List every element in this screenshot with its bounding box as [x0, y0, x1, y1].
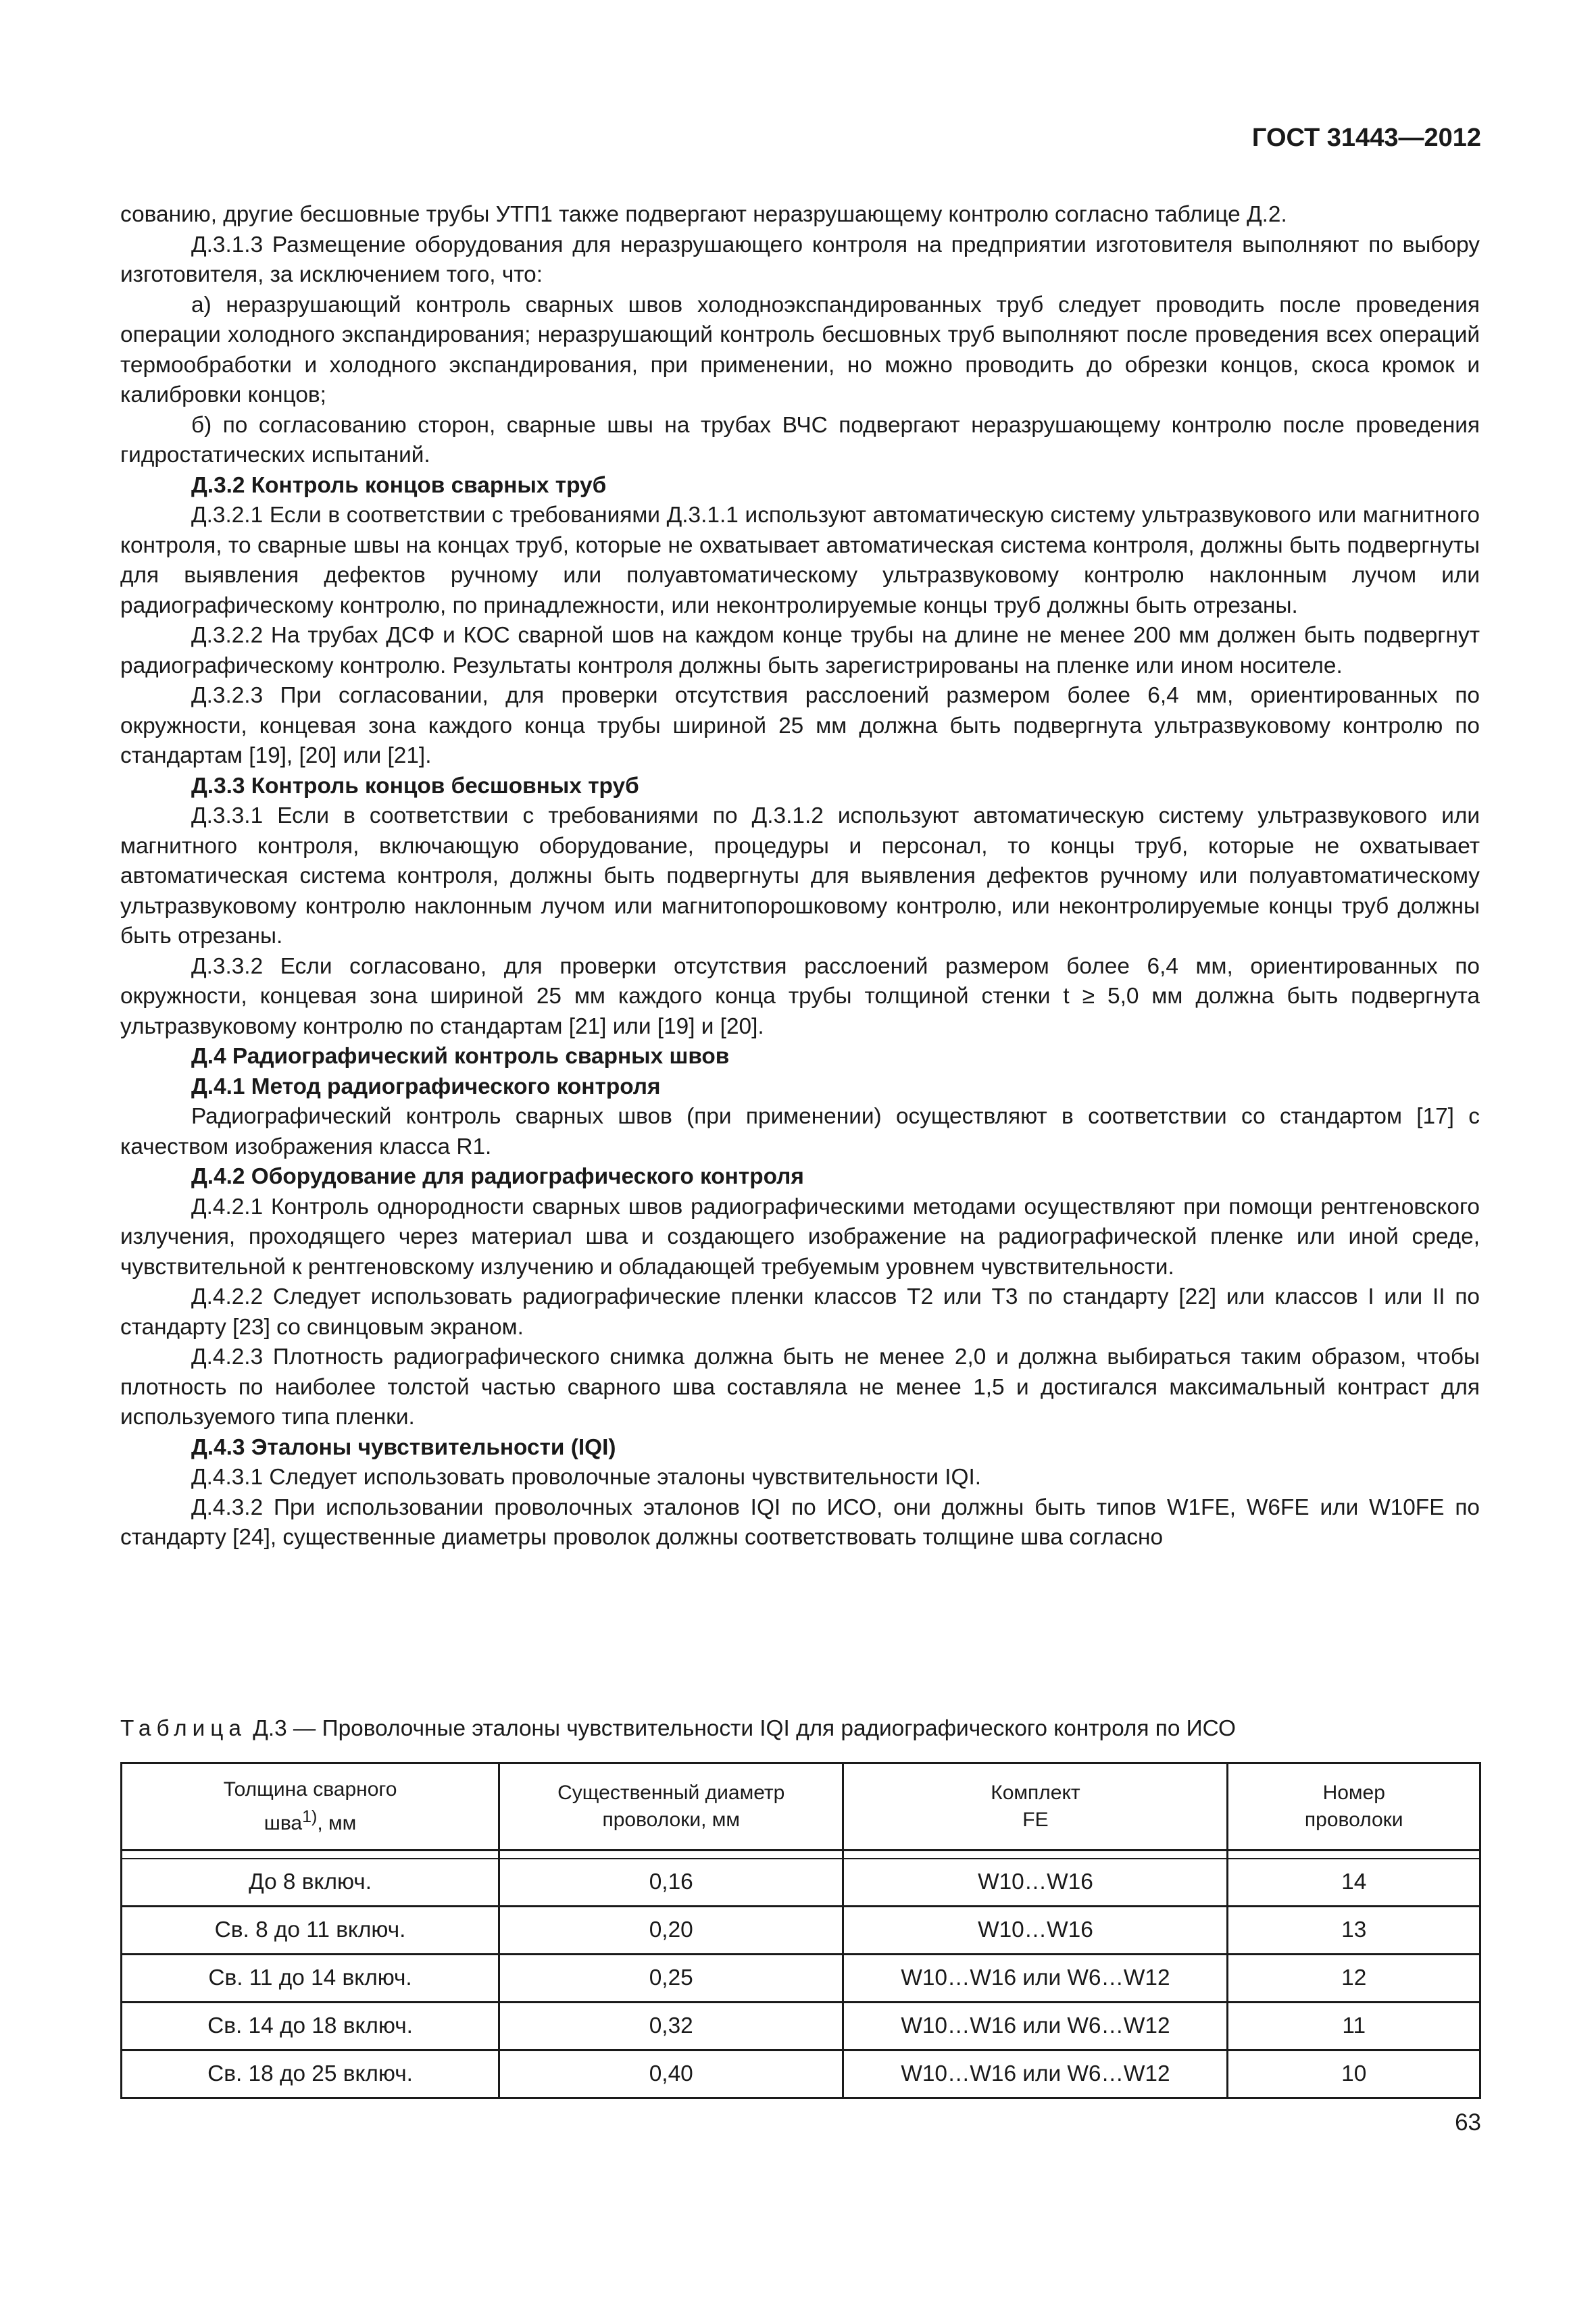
- table-header-row: [122, 1763, 1480, 1851]
- document-header: ГОСТ 31443—2012: [1251, 124, 1481, 152]
- table-caption: [120, 1716, 1236, 1742]
- paragraph: Д.3.3.2 Если согласовано, для проверки отсутствия расслоений размером более 6,4 мм, ориентированных по окружности, концевая зона шириной 25 мм каждого конца трубы толщиной стенки t ≥ 5,0 мм должна быть подвергнута ультразвуковому контролю по стандартам [21] или [19] и [20].: [120, 953, 1480, 1039]
- paragraph: Д.3.2.2 На трубах ДСФ и КОС сварной шов на каждом конце трубы на длине не менее 200 мм должен быть подвергнут радиографическому контролю. Результаты контроля должны быть зарегистрированы на пленке или ином носителе.: [120, 623, 1480, 678]
- header-diameter: Существенный диаметр проволоки, мм: [499, 1763, 843, 1851]
- paragraph: Д.4.2.3 Плотность радиографического снимка должна быть не менее 2,0 и должна выбираться таким образом, чтобы плотность по наиболее толстой частью сварного шва составляла не менее 1,5 и достигался максимальный контраст для используемого типа пленки.: [120, 1344, 1480, 1430]
- page-number: 63: [1455, 2109, 1481, 2136]
- paragraph: Д.4.3.1 Следует использовать проволочные эталоны чувствительности IQI.: [191, 1465, 982, 1490]
- table-row: Св. 11 до 14 включ. 0,25 W10…W16 или W6…W12 12: [122, 1955, 1480, 2003]
- section-heading: Д.4.3 Эталоны чувствительности (IQI): [191, 1434, 616, 1460]
- iqi-table: [120, 1762, 1481, 2099]
- section-heading: Д.4 Радиографический контроль сварных швов: [191, 1044, 730, 1069]
- table-row: До 8 включ. 0,16 W10…W16 14: [122, 1859, 1480, 1907]
- section-heading: Д.4.2 Оборудование для радиографического контроля: [191, 1164, 804, 1189]
- paragraph: Д.3.3.1 Если в соответствии с требованиями по Д.3.1.2 используют автоматическую систему ультразвукового или магнитного контроля, включающую оборудование, процедуры и персонал, то концы труб, которые не охватывает автоматическая система контроля, должны быть подвергнуты для выявления дефектов ручному или полуавтоматическому ультразвуковому контролю наклонным лучом или магнитопорошковому контролю, или неконтролируемые концы труб должны быть отрезаны.: [120, 803, 1480, 949]
- table-caption-text: Д.3 — Проволочные эталоны чувствительности IQI для радиографического контроля по ИСО: [246, 1716, 1237, 1741]
- table-row: Св. 8 до 11 включ. 0,20 W10…W16 13: [122, 1907, 1480, 1955]
- paragraph: Д.3.1.3 Размещение оборудования для неразрушающего контроля на предприятии изготовителя выполняют по выбору изготовителя, за исключением того, что:: [120, 232, 1480, 287]
- section-heading: Д.3.2 Контроль концов сварных труб: [191, 472, 607, 498]
- paragraph: Д.4.2.2 Следует использовать радиографические пленки классов Т2 или Т3 по стандарту [22] или классов I или II по стандарту [23] со свинцовым экраном.: [120, 1284, 1480, 1340]
- table-row: Св. 14 до 18 включ. 0,32 W10…W16 или W6…W12 11: [122, 2003, 1480, 2051]
- section-heading: Д.4.1 Метод радиографического контроля: [191, 1074, 661, 1099]
- table-row: Св. 18 до 25 включ. 0,40 W10…W16 или W6…W12 10: [122, 2051, 1480, 2098]
- header-separator: [122, 1851, 1480, 1859]
- paragraph: сованию, другие бесшовные трубы УТП1 также подвергают неразрушающему контролю согласно таблице Д.2.: [120, 202, 1287, 227]
- paragraph: Д.4.2.1 Контроль однородности сварных швов радиографическими методами осуществляют при помощи рентгеновского излучения, проходящего через материал шва и создающего изображение на радиографической пленке или иной среде, чувствительной к рентгеновскому излучению и обладающей требуемым уровнем чувствительности.: [120, 1194, 1480, 1280]
- paragraph: Радиографический контроль сварных швов (при применении) осуществляют в соответствии со стандартом [17] с качеством изображения класса R1.: [120, 1104, 1480, 1159]
- paragraph: а) неразрушающий контроль сварных швов холодноэкспандированных труб следует проводить после проведения операции холодного экспандирования; неразрушающий контроль бесшовных труб выполняют после проведения всех операций термообработки и холодного экспандирования, при применении, но можно проводить до обрезки концов, скоса кромок и калибровки концов;: [120, 292, 1480, 407]
- paragraph: б) по согласованию сторон, сварные швы на трубах ВЧС подвергают неразрушающему контролю после проведения гидростатических испытаний.: [120, 412, 1480, 468]
- paragraph: Д.3.2.3 При согласовании, для проверки отсутствия расслоений размером более 6,4 мм, ориентированных по окружности, концевая зона каждого конца трубы шириной 25 мм должна быть подвергнута ультразвуковому контролю по стандартам [19], [20] или [21].: [120, 683, 1480, 768]
- paragraph: Д.4.3.2 При использовании проволочных эталонов IQI по ИСО, они должны быть типов W1FE, W6FE или W10FE по стандарту [24], существенные диаметры проволок должны соответствовать толщине шва согласно: [120, 1494, 1480, 1550]
- body-text: [120, 200, 1480, 1553]
- section-heading: Д.3.3 Контроль концов бесшовных труб: [191, 773, 639, 799]
- header-thickness: Толщина сварного шва$^{1)}$, мм: [122, 1763, 499, 1851]
- header-wire-number: Номер проволоки: [1228, 1763, 1480, 1851]
- header-set: Комплект FE: [843, 1763, 1228, 1851]
- paragraph: Д.3.2.1 Если в соответствии с требованиями Д.3.1.1 используют автоматическую систему ультразвукового или магнитного контроля, то сварные швы на концах труб, которые не охватывает автоматическая система контроля, должны быть подвергнуты для выявления дефектов ручному или полуавтоматическому ультразвуковому контролю наклонным лучом или радиографическому контролю, по принадлежности, или неконтролируемые концы труб должны быть отрезаны.: [120, 503, 1480, 618]
- table-caption-label: Таблица: [120, 1716, 247, 1741]
